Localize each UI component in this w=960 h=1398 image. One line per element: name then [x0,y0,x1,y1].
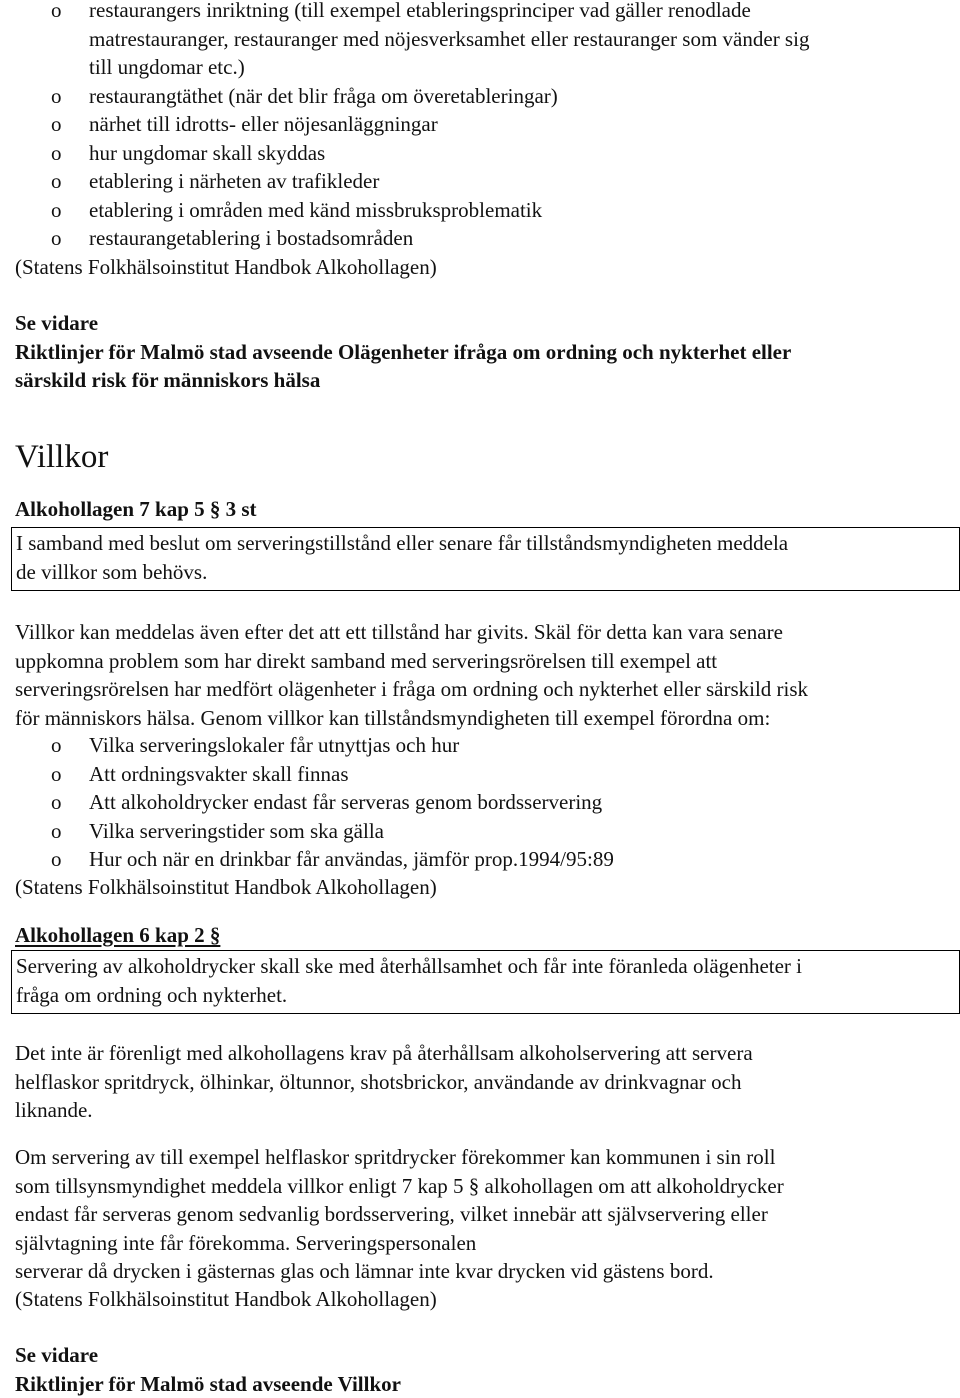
list-item: o restaurangers inriktning (till exempel etableringsprinciper vad gäller renodlade [51,0,809,25]
list-item: o Att ordningsvakter skall finnas [51,760,614,789]
list-item: o hur ungdomar skall skyddas [51,139,809,168]
source-citation: (Statens Folkhälsoinstitut Handbok Alkohollagen) [15,253,950,282]
bullet-marker: o [51,0,89,25]
conditions-list [51,731,614,874]
list-item: o etablering i områden med känd missbruksproblematik [51,196,809,225]
see-more-label: Se vidare [15,1341,950,1370]
list-item: o Att alkoholdrycker endast får serveras genom bordsservering [51,788,614,817]
list-item: o etablering i närheten av trafikleder [51,167,809,196]
list-item-continuation: till ungdomar etc.) [51,53,809,82]
paragraph: Det inte är förenligt med alkohollagens krav på återhållsam alkoholservering att servera helflaskor spritdryck, ölhinkar, öltunnor, shotsbrickor, användande av drinkvagnar och liknande. [15,1039,950,1125]
see-more-block [15,309,950,395]
law-quote-box: I samband med beslut om serveringstillstånd eller senare får tillståndsmyndigheten meddela de villkor som behövs. [11,527,960,591]
see-more-reference-cont: särskild risk för människors hälsa [15,366,950,395]
list-item: o Hur och när en drinkbar får användas, jämför prop.1994/95:89 [51,845,614,874]
list-item-continuation: matrestauranger, restauranger med nöjesverksamhet eller restauranger som vänder sig [51,25,809,54]
source-citation: (Statens Folkhälsoinstitut Handbok Alkohollagen) [15,873,950,902]
list-item: o närhet till idrotts- eller nöjesanläggningar [51,110,809,139]
list-item: o Vilka serveringslokaler får utnyttjas och hur [51,731,614,760]
see-more-label: Se vidare [15,309,950,338]
law-quote-box: Servering av alkoholdrycker skall ske med återhållsamhet och får inte föranleda olägenheter i fråga om ordning och nykterhet. [11,950,960,1014]
law-reference-title: Alkohollagen 7 kap 5 § 3 st [15,495,950,524]
section-heading: Villkor [15,437,950,477]
law-reference-title: Alkohollagen 6 kap 2 § [15,921,950,950]
source-citation: (Statens Folkhälsoinstitut Handbok Alkohollagen) [15,1285,950,1314]
paragraph: Villkor kan meddelas även efter det att ett tillstånd har givits. Skäl för detta kan vara senare uppkomna problem som har direkt samband med serveringsrörelsen till exempel att serveringsrörelsen har medfört olägenheter i fråga om ordning och nykterhet eller särskild risk för människors hälsa. Genom villkor kan tillståndsmyndigheten till exempel förordna om: [15,618,950,732]
paragraph: Om servering av till exempel helflaskor spritdrycker förekommer kan kommunen i sin roll som tillsynsmyndighet meddela villkor enligt 7 kap 5 § alkohollagen om att alkoholdrycker endast får serveras genom sedvanlig bordsservering, vilket innebär att självservering eller självtagning inte får förekomma. Serveringspersonalen serverar då drycken i gästernas glas och lämnar inte kvar drycken vid gästens bord. [15,1143,950,1286]
see-more-reference: Riktlinjer för Malmö stad avseende Olägenheter ifråga om ordning och nykterhet eller [15,338,950,367]
list-item: o restaurangtäthet (när det blir fråga om överetableringar) [51,82,809,111]
see-more-reference: Riktlinjer för Malmö stad avseende Villkor [15,1370,950,1398]
list-item: o Vilka serveringstider som ska gälla [51,817,614,846]
criteria-list [51,0,809,253]
see-more-block [15,1341,950,1398]
list-item: o restaurangetablering i bostadsområden [51,224,809,253]
